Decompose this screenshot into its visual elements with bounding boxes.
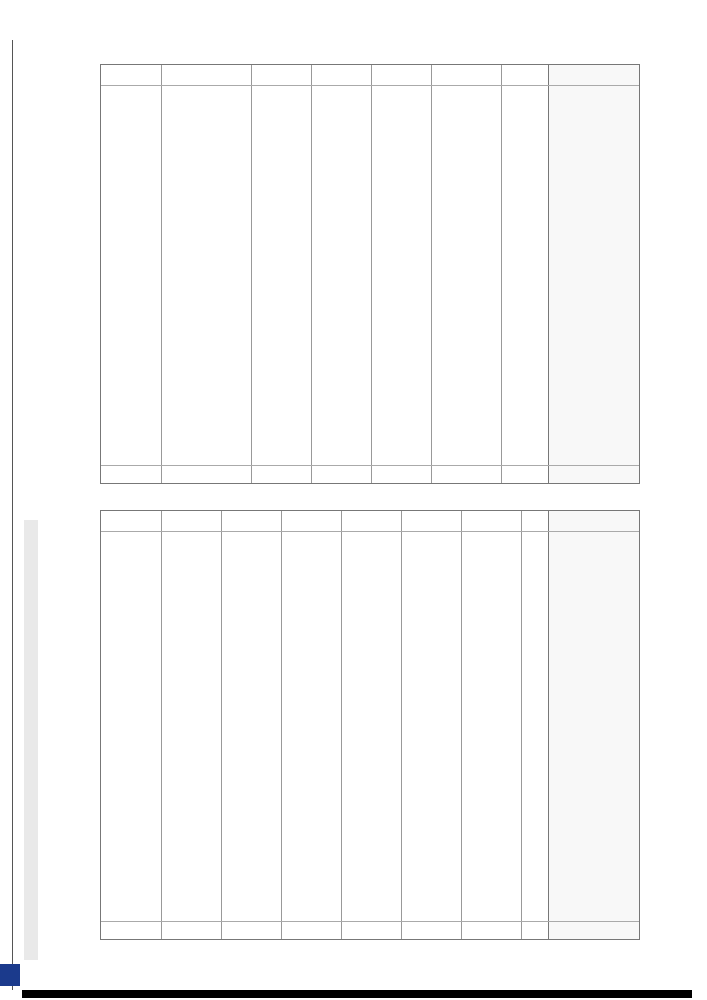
lower-column-rule — [401, 511, 402, 939]
lower-column-rule — [161, 511, 162, 939]
lower-column-rule — [461, 511, 462, 939]
lower-column-rule — [221, 511, 222, 939]
upper-row-rule — [101, 465, 639, 466]
upper-column-rule — [311, 65, 312, 483]
upper-row-rule — [101, 85, 639, 86]
upper-column-rule — [161, 65, 162, 483]
lower-row-rule — [101, 921, 639, 922]
lower-column-rule — [281, 511, 282, 939]
upper-column-rule — [501, 65, 502, 483]
upper-table — [100, 64, 640, 484]
lower-column-rule — [521, 511, 522, 939]
upper-column-rule — [371, 65, 372, 483]
upper-column-rule — [431, 65, 432, 483]
lower-row-rule — [101, 531, 639, 532]
dfg-logo-icon — [0, 964, 20, 986]
scan-footer-bar — [22, 990, 692, 998]
upper-table-header-band — [548, 65, 639, 483]
margin-rule — [12, 40, 13, 990]
upper-column-rule — [251, 65, 252, 483]
lower-column-rule — [341, 511, 342, 939]
lower-table — [100, 510, 640, 940]
lower-table-header-band — [548, 511, 639, 939]
vertical-funding-strip — [24, 520, 38, 960]
